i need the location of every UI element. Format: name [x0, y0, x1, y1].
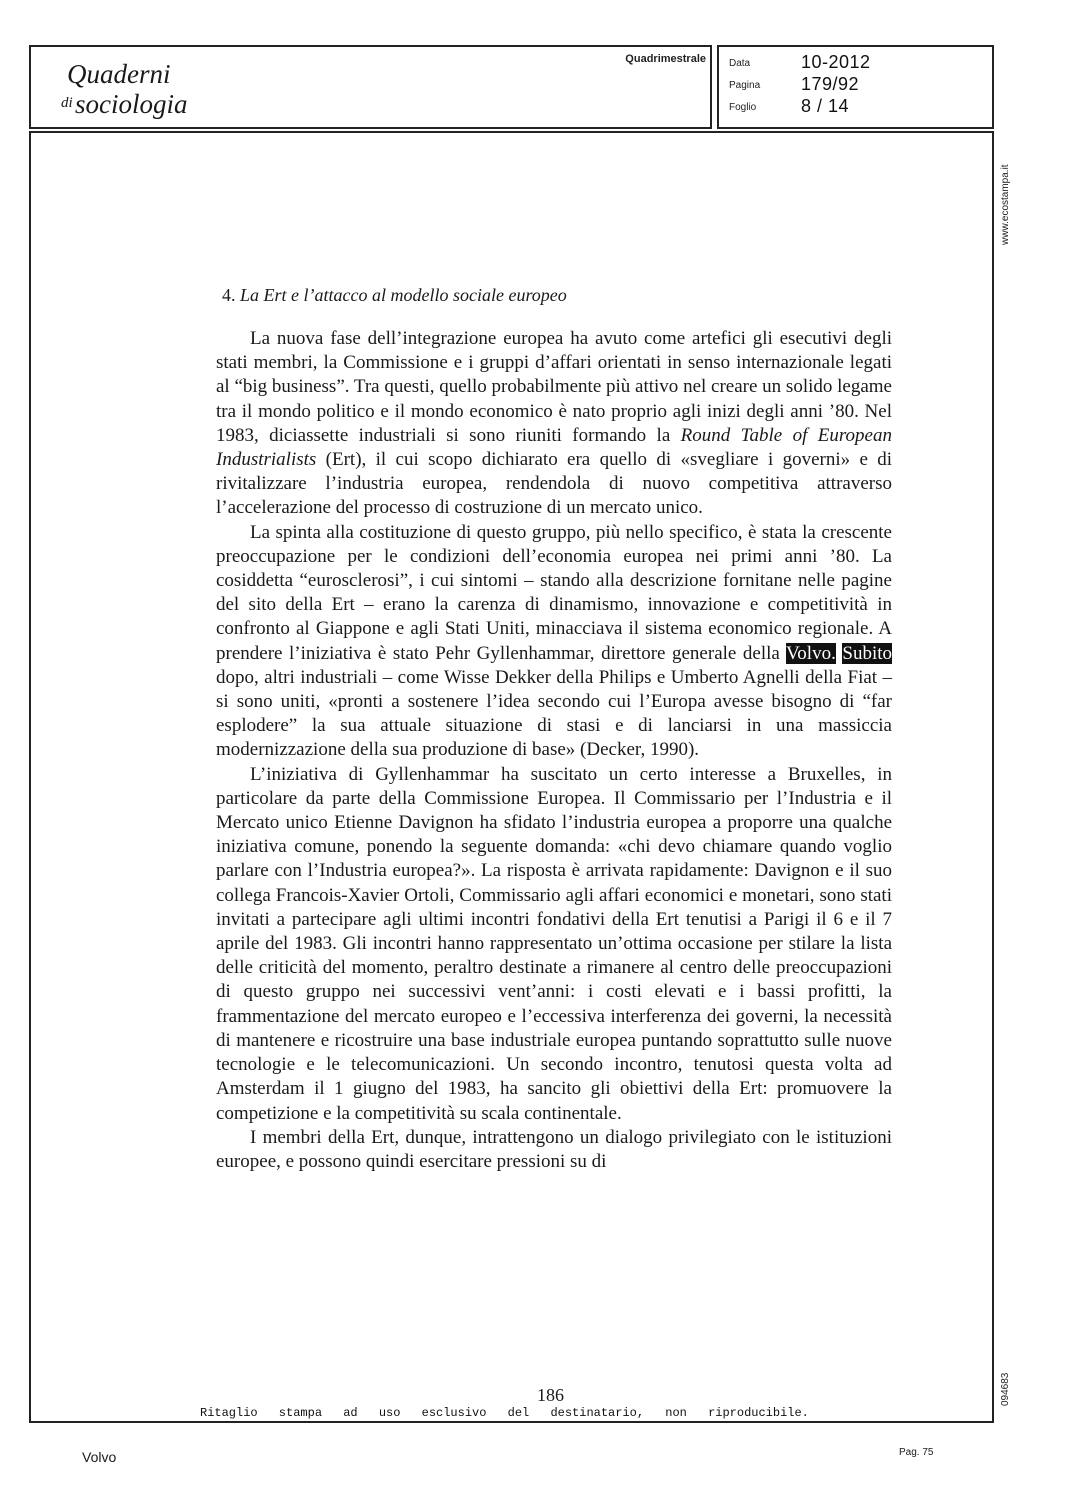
periodicity-label: Quadrimestrale: [625, 53, 706, 65]
paragraph-2: [216, 521, 892, 763]
side-website: www.ecostampa.it: [1000, 164, 1011, 245]
meta-row-sheet: [729, 96, 989, 118]
footer-page: Pag. 75: [899, 1447, 934, 1458]
clipping-meta-box: [717, 45, 994, 129]
magazine-title-di: di: [61, 95, 73, 111]
article-body: [216, 327, 892, 1174]
page-label: Pagina: [729, 80, 761, 91]
page-number: 186: [537, 1385, 564, 1405]
paragraph-3: L’iniziativa di Gyllenhammar ha suscitato un certo interesse a Bruxelles, in particolare da parte della Commissione Europea. Il Commissario per l’Industria e il Mercato unico Etienne Davignon ha sfidato l’industria europea a proporre una qualche iniziativa comune, ponendo la seguente domanda: «chi devo chiamare quando voglio parlare con l’Industria europea?». La risposta è arrivata rapidamente: Davignon e il suo collega Francois-Xavier Ortoli, Commissario agli affari economici e monetari, sono stati invitati a partecipare agli ultimi incontri fondativi della Ert tenutisi a Parigi il 6 e il 7 aprile del 1983. Gli incontri hanno rappresentato un’ottima occasione per stilare la lista delle criticità del momento, peraltro destinate a rimanere al centro delle preoccupazioni di questo gruppo nei successivi vent’anni: i costi elevati e i bassi profitti, la frammentazione del mercato europeo e l’eccessiva interferenza dei governi, la necessità di mantenere e ricostruire una base industriale europea puntando soprattutto sulle nuove tecnologie e le telecomunicazioni. Un secondo incontro, tenutosi questa volta ad Amsterdam il 1 giugno del 1983, ha sancito gli obiettivi della Ert: promuovere la competizione e la competitività su scala continentale.: [216, 763, 892, 1124]
date-label: Data: [729, 58, 751, 69]
paragraph-1-text-b: (Ert), il cui scopo dichiarato era quello di «svegliare i governi» e di rivitalizzare l’industria europea, rendendola di nuovo competitiva attraverso l’accelerazione del processo di costruzione di un mercato unico.: [216, 449, 892, 519]
paragraph-2-text-b: dopo, altri industriali – come Wisse Dekker della Philips e Umberto Agnelli della Fiat – si sono uniti, «pronti a sostenere l’idea secondo cui l’Europa avesse bisogno di “far esplodere” la sua attuale situazione di stasi e di lanciarsi in una massiccia modernizzazione della sua produzione di base» (Decker, 1990).: [216, 666, 892, 761]
masthead-box: [29, 45, 712, 129]
disclaimer-divider: [29, 1421, 994, 1423]
magazine-title-line1: Quaderni: [67, 59, 171, 89]
section-number: 4.: [222, 285, 236, 305]
date-value: 10-2012: [801, 52, 871, 72]
footer-keyword: Volvo: [82, 1449, 117, 1465]
section-heading: [222, 285, 567, 306]
sheet-value: 8 / 14: [801, 96, 850, 116]
paragraph-1-italic: Round Table of European Industrialists: [216, 424, 892, 471]
page-value: 179/92: [801, 74, 860, 94]
side-code: 094683: [1000, 1372, 1011, 1406]
paragraph-1: [216, 327, 892, 521]
meta-row-date: [729, 52, 989, 74]
meta-row-page: [729, 74, 989, 96]
paragraph-1-text-a: La nuova fase dell’integrazione europea ha avuto come artefici gli esecutivi degli stati membri, la Commissione e i gruppi d’affari orientati in senso internazionale legati al “big business”. Tra questi, quello probabilmente più attivo nel creare un solido legame tra il mondo politico e il mondo economico è nato proprio agli inizi degli anni ’80. Nel 1983, diciassette industriali si sono riuniti formando la: [216, 328, 892, 446]
disclaimer-text: Ritaglio stampa ad uso esclusivo del destinatario, non riproducibile.: [200, 1406, 809, 1420]
paragraph-2-text-a: La spinta alla costituzione di questo gruppo, più nello specifico, è stata la crescente preoccupazione per le condizioni dell’economia europea nei primi anni ’80. La cosiddetta “eurosclerosi”, i cui sintomi – stando alla descrizione fornitane nelle pagine del sito della Ert – erano la carenza di dinamismo, innovazione e competitività in confronto al Giappone e agli Stati Uniti, minacciava il sistema economico regionale. A prendere l’iniziativa è stato Pehr Gyllenhammar, direttore generale della: [216, 521, 892, 664]
highlight-subito: Subito: [842, 642, 892, 664]
magazine-title-line2: sociologia: [75, 89, 188, 119]
paragraph-4: I membri della Ert, dunque, intrattengono un dialogo privilegiato con le istituzioni europee, e possono quindi esercitare pressioni su di: [216, 1126, 892, 1172]
sheet-label: Foglio: [729, 102, 757, 113]
highlight-volvo: Volvo.: [786, 642, 836, 664]
section-title: La Ert e l’attacco al modello sociale europeo: [240, 285, 567, 305]
